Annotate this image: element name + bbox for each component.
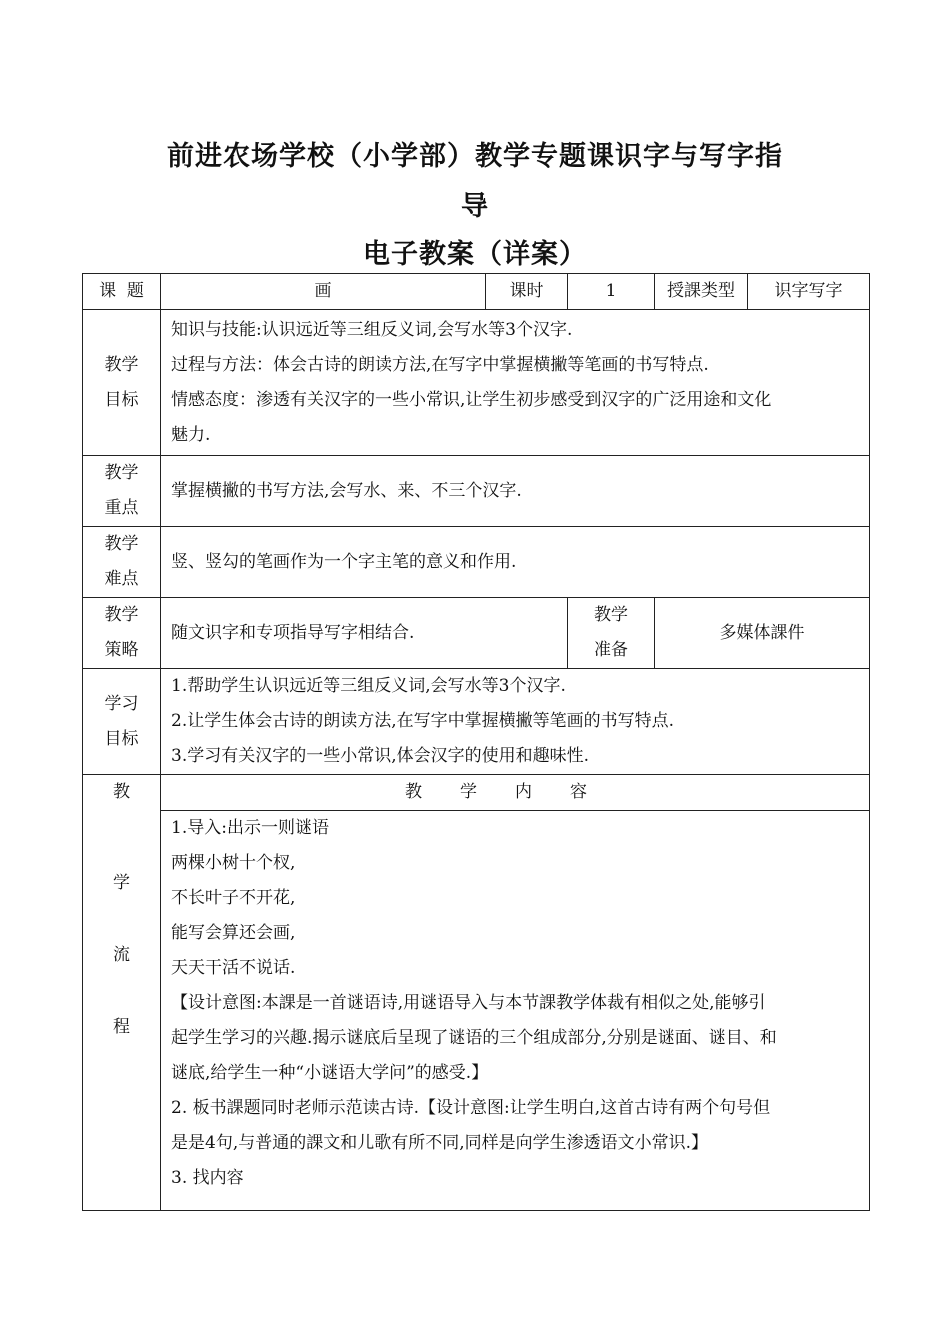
topic-label: 课 题 (83, 274, 161, 310)
process-line: 天天干活不说话. (171, 958, 296, 978)
goals-label-1: 教学 (104, 354, 139, 375)
strategy-label (83, 598, 161, 669)
goals-line: 知识与技能:认识远近等三组反义词,会写水等3个汉字. (171, 319, 573, 340)
doc-title-line-2: 导 (461, 191, 489, 222)
process-header-row (83, 775, 870, 811)
key-points-label (83, 456, 161, 527)
doc-title-line-1: 前进农场学校（小学部）教学专题课识字与写字指 (167, 141, 783, 172)
goals-row (83, 310, 870, 456)
learning-goals-content (161, 669, 870, 775)
difficulties-label-1: 教学 (104, 534, 139, 554)
key-points-text: 掌握横撇的书写方法,会写水、来、不三个汉字. (161, 456, 870, 527)
key-points-label-2: 重点 (104, 498, 139, 518)
process-label-char: 程 (113, 1017, 130, 1037)
difficulties-label (83, 527, 161, 598)
difficulties-row (83, 527, 870, 598)
type-value: 识字写字 (748, 274, 870, 310)
process-line: 1.导入:出示一则谜语 (171, 818, 329, 838)
process-line: 两棵小树十个杈, (171, 853, 296, 873)
process-label-char: 学 (113, 873, 130, 893)
doc-subtitle: 电子教案（详案） (363, 239, 587, 270)
learning-goal-line: 3.学习有关汉字的一些小常识,体会汉字的使用和趣味性. (171, 746, 590, 766)
topic-value: 画 (161, 274, 486, 310)
key-points-row (83, 456, 870, 527)
strategy-label-2: 策略 (104, 640, 139, 660)
process-label-char: 教 (113, 782, 130, 802)
goals-line: 过程与方法：体会古诗的朗读方法,在写字中掌握横撇等笔画的书写特点. (171, 354, 709, 375)
learning-goals-row (83, 669, 870, 775)
learning-goals-label-2: 目标 (104, 728, 139, 749)
content-header (161, 775, 870, 811)
lesson-plan-table (82, 273, 870, 1211)
goals-content (161, 310, 870, 456)
process-line: 能写会算还会画, (171, 923, 296, 943)
process-line: 是是4句,与普通的課文和儿歌有所不同,同样是向学生渗透语文小常识.】 (171, 1133, 709, 1153)
difficulties-text: 竖、竖勾的笔画作为一个字主笔的意义和作用. (161, 527, 870, 598)
strategy-text: 随文识字和专项指导写字相结合. (161, 598, 568, 669)
learning-goal-line: 1.帮助学生认识远近等三组反义词,会写水等3个汉字. (171, 676, 566, 696)
hours-label: 课时 (486, 274, 568, 310)
process-line: 不长叶子不开花, (171, 888, 296, 908)
prep-label (568, 598, 655, 669)
process-line: 【设计意图:本課是一首谜语诗,用谜语导入与本节課教学体裁有相似之处,能够引 (171, 993, 766, 1013)
process-label-char: 流 (113, 945, 130, 965)
goals-label (83, 310, 161, 456)
goals-line: 魅力. (171, 424, 211, 445)
header-row (83, 274, 870, 310)
process-line: 起学生学习的兴趣.揭示谜底后呈现了谜语的三个组成部分,分别是谜面、谜目、和 (171, 1028, 777, 1048)
learning-goals-label-1: 学习 (104, 693, 139, 714)
process-line: 谜底,给学生一种“小谜语大学问”的感受.】 (171, 1063, 489, 1083)
key-points-label-1: 教学 (104, 463, 139, 483)
process-line: 2. 板书課题同时老师示范读古诗.【设计意图:让学生明白,这首古诗有两个句号但 (171, 1098, 771, 1118)
learning-goal-line: 2.让学生体会古诗的朗读方法,在写字中掌握横撇等笔画的书写特点. (171, 711, 675, 731)
process-line: 3. 找内容 (171, 1168, 244, 1188)
process-content-row (83, 811, 870, 1211)
prep-value: 多媒体課件 (655, 598, 870, 669)
process-content (161, 811, 870, 1211)
learning-goals-label (83, 669, 161, 775)
strategy-row (83, 598, 870, 669)
content-header-text: 教学内容 (405, 782, 625, 802)
goals-label-2: 目标 (104, 389, 139, 410)
goals-line: 情感态度：渗透有关汉字的一些小常识,让学生初步感受到汉字的广泛用途和文化 (171, 389, 772, 410)
prep-label-2: 准备 (594, 640, 628, 660)
prep-label-1: 教学 (594, 605, 628, 625)
difficulties-label-2: 难点 (104, 569, 139, 589)
process-label (83, 775, 161, 1211)
strategy-label-1: 教学 (104, 605, 139, 625)
hours-value: 1 (568, 274, 655, 310)
type-label: 授課类型 (655, 274, 748, 310)
